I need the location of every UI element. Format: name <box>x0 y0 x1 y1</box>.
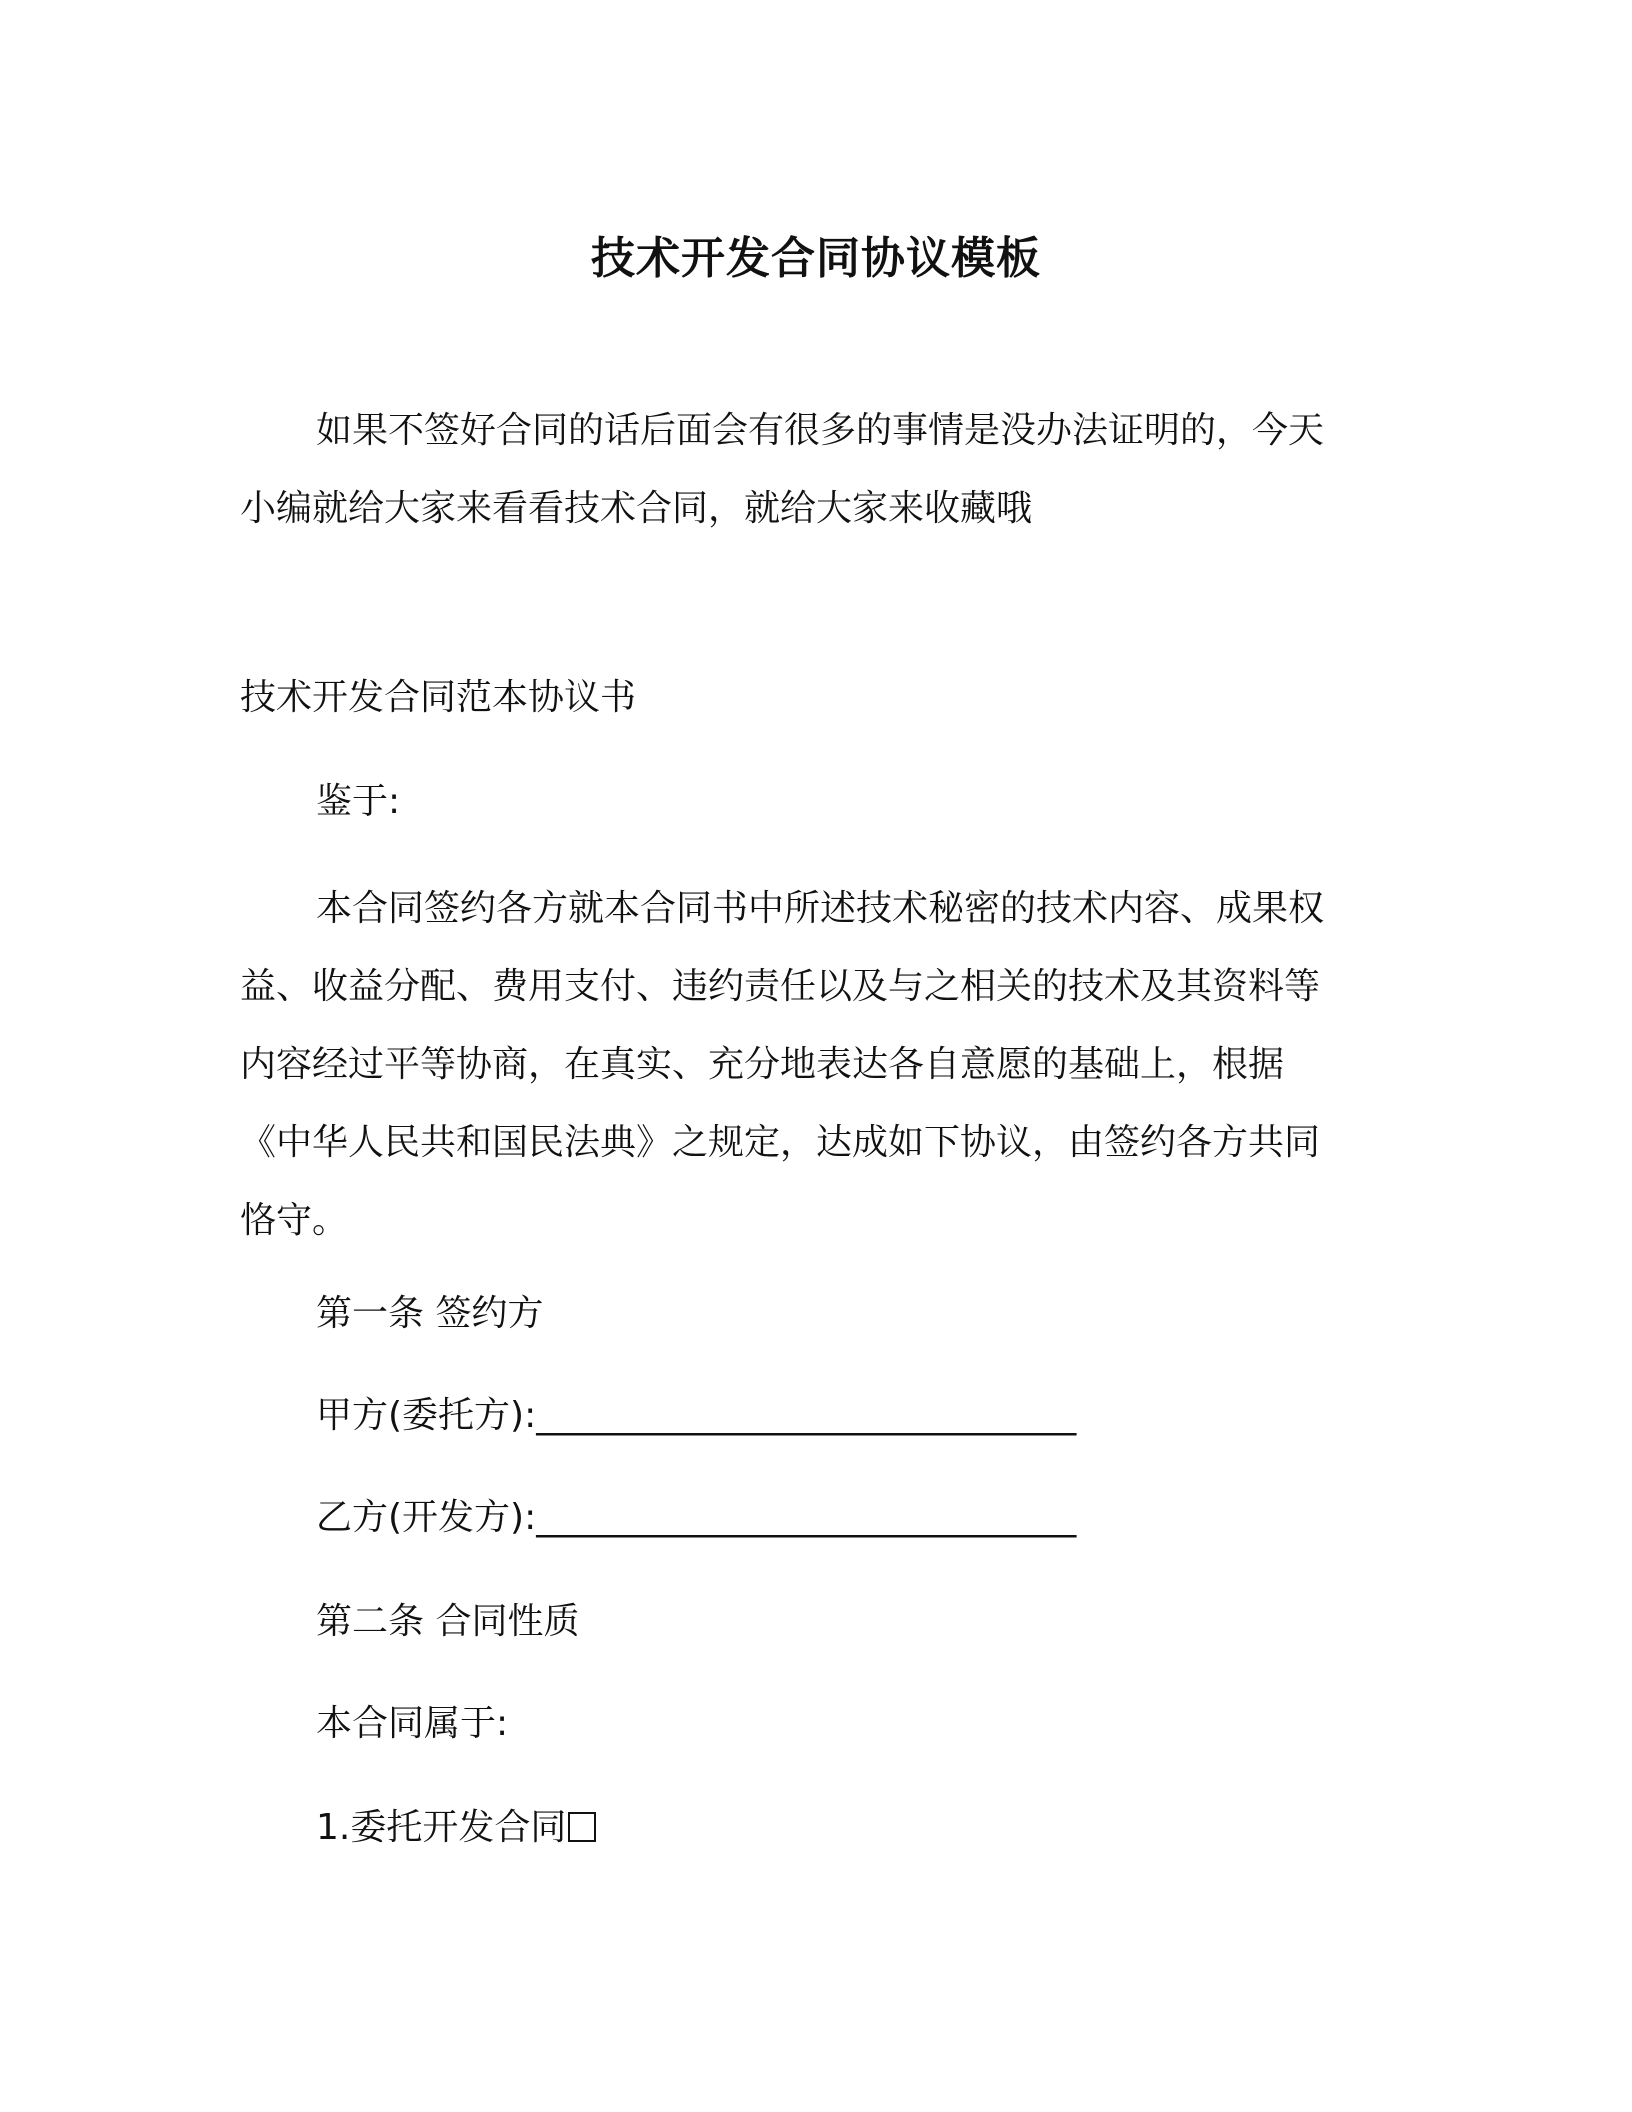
document-subtitle: 技术开发合同范本协议书 <box>240 677 637 718</box>
preamble-paragraph: 本合同签约各方就本合同书中所述技术秘密的技术内容、成果权益、收益分配、费用支付、违约责任以及与之相关的技术及其资料等内容经过平等协商，在真实、充分地表达各自意愿的基础上，根据《中华人民共和国民法典》之规定，达成如下协议，由签约各方共同恪守。 <box>240 888 1325 1241</box>
checkbox-icon[interactable] <box>568 1812 596 1842</box>
article-2-heading: 第二条 合同性质 <box>316 1601 580 1642</box>
article-1-heading: 第一条 签约方 <box>316 1293 544 1334</box>
party-b-line: 乙方(开发方):______________________________ <box>316 1497 1077 1538</box>
party-a-line: 甲方(委托方):______________________________ <box>316 1395 1077 1436</box>
whereas-label: 鉴于: <box>316 781 401 822</box>
document-title: 技术开发合同协议模板 <box>591 233 1041 284</box>
option-commissioned-development-label: 1.委托开发合同 <box>316 1807 567 1848</box>
option-commissioned-development <box>316 1806 596 1850</box>
intro-paragraph: 如果不签好合同的话后面会有很多的事情是没办法证明的，今天小编就给大家来看看技术合同，就给大家来收藏哦 <box>240 410 1325 529</box>
contract-belongs-label: 本合同属于: <box>316 1703 509 1744</box>
